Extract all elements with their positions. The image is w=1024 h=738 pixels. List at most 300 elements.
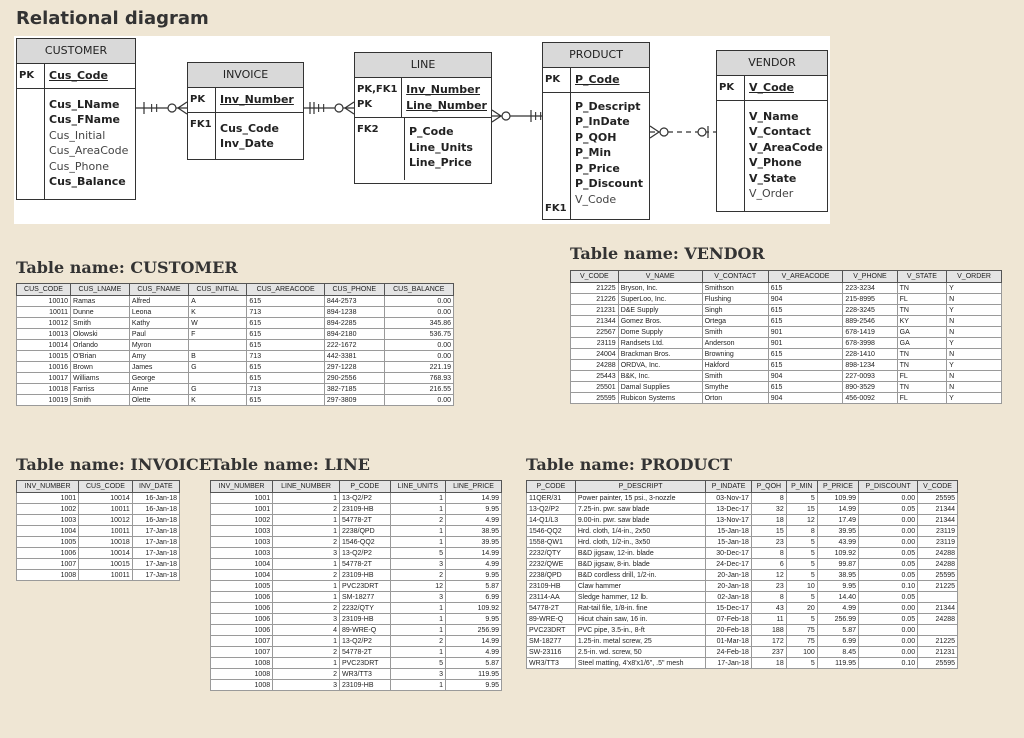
table-cell: WR3/TT3 (339, 669, 390, 680)
table-row (527, 548, 958, 559)
table-cell: 0.00 (384, 307, 453, 318)
table-cell: 9.95 (817, 581, 858, 592)
table-cell: 10014 (79, 493, 133, 504)
table-cell: 24288 (918, 559, 958, 570)
key-label: PK,FK1 (357, 84, 398, 95)
table-row (211, 548, 502, 559)
table-cell: 15-Jan-18 (706, 537, 752, 548)
column-header: INV_DATE (132, 481, 179, 493)
table-cell: 23109-HB (339, 504, 390, 515)
table-row (17, 537, 180, 548)
attribute: Cus_Phone (49, 159, 109, 173)
table-cell: 0.05 (859, 548, 918, 559)
column-header: CUS_BALANCE (384, 284, 453, 296)
table-cell: Hrd. cloth, 1/4-in., 2x50 (575, 526, 705, 537)
table-cell: 1 (390, 625, 445, 636)
column-header: V_STATE (897, 271, 947, 283)
table-cell: WR3/TT3 (527, 658, 576, 669)
table-cell: 1002 (211, 515, 273, 526)
table-cell: 0.00 (859, 647, 918, 658)
table-cell: N (947, 316, 1002, 327)
table-cell: ORDVA, Inc. (618, 360, 702, 371)
table-cell: Smithson (702, 283, 768, 294)
entity-name: PRODUCT (543, 43, 649, 68)
table-cell: 20-Feb-18 (706, 625, 752, 636)
attribute: Line_Number (406, 98, 487, 112)
table-row (17, 373, 454, 384)
table-row (527, 493, 958, 504)
table-cell: 32 (751, 504, 786, 515)
table-cell: 03-Nov-17 (706, 493, 752, 504)
table-cell: 1546-QQ2 (339, 537, 390, 548)
table-row (17, 515, 180, 526)
table-row (527, 515, 958, 526)
table-cell: 1546-QQ2 (527, 526, 576, 537)
column-header: INV_NUMBER (211, 481, 273, 493)
table-row (527, 658, 958, 669)
table-cell: 10011 (79, 570, 133, 581)
entity-line (354, 52, 492, 184)
table-cell: 10011 (79, 504, 133, 515)
table-cell: 5 (786, 537, 817, 548)
table-cell: 2 (390, 570, 445, 581)
table-row (211, 504, 502, 515)
table-cell: Y (947, 393, 1002, 404)
table-cell: 5 (786, 592, 817, 603)
table-cell: 5.87 (446, 658, 502, 669)
entity-name: INVOICE (188, 63, 303, 88)
table-cell: 1 (273, 658, 340, 669)
table-row (571, 393, 1002, 404)
table-cell: 8 (751, 592, 786, 603)
table-cell: 1 (390, 647, 445, 658)
table-cell: Y (947, 305, 1002, 316)
table-cell: 9.95 (446, 614, 502, 625)
table-cell: 1008 (211, 680, 273, 691)
table-cell: 0.00 (859, 625, 918, 636)
table-cell: 24-Feb-18 (706, 647, 752, 658)
table-row (211, 669, 502, 680)
table-cell: 1 (273, 636, 340, 647)
table-row (17, 318, 454, 329)
table-cell: 2 (390, 636, 445, 647)
table-cell: 5 (786, 570, 817, 581)
table-cell: 13-Q2/P2 (339, 548, 390, 559)
table-cell: 894-2285 (324, 318, 384, 329)
attribute: V_Code (749, 81, 794, 94)
table-cell: 17-Jan-18 (132, 570, 179, 581)
table-cell: Ramas (71, 296, 130, 307)
table-cell: Orlando (71, 340, 130, 351)
customer-table-title: Table name: CUSTOMER (16, 258, 238, 277)
header-row (527, 481, 958, 493)
table-cell: 678-1419 (843, 327, 897, 338)
column-header: P_CODE (527, 481, 576, 493)
attribute: P_Discount (575, 177, 644, 190)
attribute: Cus_Balance (49, 175, 126, 188)
table-cell: 1006 (211, 603, 273, 614)
table-cell: 10016 (17, 362, 71, 373)
table-cell: 2 (273, 669, 340, 680)
table-cell: Randsets Ltd. (618, 338, 702, 349)
table-cell: 1004 (211, 559, 273, 570)
table-cell: 889-2546 (843, 316, 897, 327)
table-cell (189, 340, 247, 351)
table-cell: 1 (273, 515, 340, 526)
table-row (17, 296, 454, 307)
table-cell: 1 (273, 559, 340, 570)
table-row (211, 647, 502, 658)
table-cell: 615 (247, 373, 324, 384)
table-cell: 11QER/31 (527, 493, 576, 504)
table-row (211, 680, 502, 691)
table-cell: Y (947, 338, 1002, 349)
table-cell: 0.00 (384, 296, 453, 307)
table-cell: 20 (786, 603, 817, 614)
table-cell: 10012 (79, 515, 133, 526)
table-cell: TN (897, 305, 947, 316)
table-cell: 0.00 (859, 493, 918, 504)
table-row (527, 636, 958, 647)
header-row (17, 284, 454, 296)
table-cell: 894-2180 (324, 329, 384, 340)
table-cell: 1 (273, 493, 340, 504)
table-cell: 1006 (17, 548, 79, 559)
table-cell: 17-Jan-18 (132, 559, 179, 570)
table-cell: PVC23DRT (339, 581, 390, 592)
table-cell: 38.95 (817, 570, 858, 581)
table-cell: Smythe (702, 382, 768, 393)
table-cell: TN (897, 349, 947, 360)
table-cell: 1001 (17, 493, 79, 504)
table-cell: 24288 (571, 360, 619, 371)
table-cell: 5 (786, 614, 817, 625)
table-row (17, 384, 454, 395)
table-cell (189, 373, 247, 384)
column-header: V_ORDER (947, 271, 1002, 283)
table-cell: 4.99 (446, 647, 502, 658)
table-row (211, 581, 502, 592)
line-table (210, 480, 502, 691)
table-row (17, 340, 454, 351)
table-cell: SW-23116 (527, 647, 576, 658)
table-cell: 8 (751, 548, 786, 559)
attribute: V_AreaCode (749, 140, 823, 154)
table-row (211, 526, 502, 537)
table-cell: 14.99 (446, 548, 502, 559)
table-cell: GA (897, 338, 947, 349)
table-cell: 23109-HB (527, 581, 576, 592)
table-cell: 10019 (17, 395, 71, 406)
table-cell: 2232/QTY (527, 548, 576, 559)
table-cell: 1 (390, 504, 445, 515)
table-cell: 25595 (918, 570, 958, 581)
svg-text:H: H (150, 102, 159, 115)
table-cell: 297-1228 (324, 362, 384, 373)
attribute: Inv_Number (406, 83, 481, 96)
table-cell: 38.95 (446, 526, 502, 537)
table-row (571, 316, 1002, 327)
table-row (571, 327, 1002, 338)
table-cell: 0.00 (859, 636, 918, 647)
table-cell: 9.95 (446, 570, 502, 581)
table-cell: 75 (786, 636, 817, 647)
column-header: CUS_FNAME (129, 284, 188, 296)
table-row (527, 647, 958, 658)
table-cell: 9.95 (446, 680, 502, 691)
table-row (527, 526, 958, 537)
attribute: P_Descript (575, 99, 641, 113)
column-header: CUS_INITIAL (189, 284, 247, 296)
table-cell: Anderson (702, 338, 768, 349)
column-header: P_DESCRIPT (575, 481, 705, 493)
table-cell: K (189, 307, 247, 318)
table-cell: 3 (273, 548, 340, 559)
table-cell: GA (897, 327, 947, 338)
table-cell: 222-1672 (324, 340, 384, 351)
table-cell: 2238/QPD (339, 526, 390, 537)
table-cell: 2232/QWE (527, 559, 576, 570)
table-cell: 25443 (571, 371, 619, 382)
table-cell: 4 (273, 625, 340, 636)
relational-diagram (14, 36, 830, 224)
table-row (211, 614, 502, 625)
table-cell: 1 (390, 493, 445, 504)
table-cell: 6.99 (446, 592, 502, 603)
table-cell: 0.05 (859, 592, 918, 603)
table-cell: B (189, 351, 247, 362)
table-cell: 3 (390, 669, 445, 680)
key-label: FK1 (545, 202, 567, 214)
table-cell: 172 (751, 636, 786, 647)
table-cell: Power painter, 15 psi., 3-nozzle (575, 493, 705, 504)
table-cell: FL (897, 393, 947, 404)
column-header: CUS_LNAME (71, 284, 130, 296)
attribute: V_Code (575, 192, 617, 206)
table-cell: 228-3245 (843, 305, 897, 316)
table-row (211, 658, 502, 669)
table-cell: James (129, 362, 188, 373)
table-cell: Farriss (71, 384, 130, 395)
attribute: Cus_AreaCode (49, 144, 129, 157)
table-cell: 904 (768, 294, 843, 305)
table-cell: 3 (390, 559, 445, 570)
table-cell: 5 (786, 559, 817, 570)
table-cell: 227-0093 (843, 371, 897, 382)
table-cell: 256.99 (446, 625, 502, 636)
table-cell: F (189, 329, 247, 340)
table-cell: N (947, 349, 1002, 360)
table-row (571, 360, 1002, 371)
table-cell: Ortega (702, 316, 768, 327)
table-cell: 10017 (17, 373, 71, 384)
column-header: P_MIN (786, 481, 817, 493)
vendor-table (570, 270, 1002, 404)
table-cell: Kathy (129, 318, 188, 329)
table-cell: 21231 (571, 305, 619, 316)
table-row (211, 493, 502, 504)
table-cell: Olette (129, 395, 188, 406)
table-cell: 1007 (211, 647, 273, 658)
attribute: V_State (749, 171, 797, 185)
table-cell: 10011 (17, 307, 71, 318)
column-header: V_CODE (571, 271, 619, 283)
table-cell: Y (947, 360, 1002, 371)
entity-customer (16, 38, 136, 200)
table-cell: TN (897, 360, 947, 371)
table-cell: 2 (273, 570, 340, 581)
attribute: P_QOH (575, 130, 617, 144)
table-cell: Brown (71, 362, 130, 373)
table-cell: 15 (786, 504, 817, 515)
table-cell: 345.86 (384, 318, 453, 329)
table-cell: 21225 (918, 581, 958, 592)
table-cell: 10011 (79, 526, 133, 537)
table-row (527, 570, 958, 581)
table-cell: 18 (751, 658, 786, 669)
table-cell: N (947, 294, 1002, 305)
table-cell: 14-Q1/L3 (527, 515, 576, 526)
table-cell: N (947, 371, 1002, 382)
table-cell: 43.99 (817, 537, 858, 548)
table-cell: 615 (247, 329, 324, 340)
table-cell: Gomez Bros. (618, 316, 702, 327)
page-title: Relational diagram (16, 8, 209, 29)
table-cell: 1 (390, 537, 445, 548)
table-cell: 1006 (211, 614, 273, 625)
svg-text:H: H (317, 102, 326, 115)
table-cell: 904 (768, 371, 843, 382)
attribute: Inv_Date (220, 137, 274, 150)
column-header: P_PRICE (817, 481, 858, 493)
table-cell: 20-Jan-18 (706, 570, 752, 581)
table-row (17, 493, 180, 504)
table-cell: 10018 (79, 537, 133, 548)
attribute: P_Price (575, 161, 620, 175)
table-cell: 713 (247, 307, 324, 318)
table-cell: Brackman Bros. (618, 349, 702, 360)
table-cell: Orton (702, 393, 768, 404)
table-cell: 10015 (17, 351, 71, 362)
table-cell: 1007 (211, 636, 273, 647)
table-cell: 13-Dec-17 (706, 504, 752, 515)
table-cell: 13-Q2/P2 (339, 493, 390, 504)
table-cell: W (189, 318, 247, 329)
table-row (571, 382, 1002, 393)
table-row (17, 570, 180, 581)
table-cell: 0.00 (859, 515, 918, 526)
table-cell: 0.05 (859, 504, 918, 515)
table-cell: 17-Jan-18 (132, 526, 179, 537)
table-cell: TN (897, 283, 947, 294)
table-cell: 1 (390, 680, 445, 691)
table-cell: 1 (273, 526, 340, 537)
attribute: V_Name (749, 109, 799, 123)
table-cell: Flushing (702, 294, 768, 305)
table-cell: 1008 (17, 570, 79, 581)
table-cell: 21344 (918, 504, 958, 515)
table-cell: G (189, 384, 247, 395)
table-cell: 1003 (211, 548, 273, 559)
table-cell: 14.99 (817, 504, 858, 515)
table-cell: 10014 (79, 548, 133, 559)
table-cell: B&D jigsaw, 12-in. blade (575, 548, 705, 559)
table-cell: Sledge hammer, 12 lb. (575, 592, 705, 603)
table-cell: 13-Q2/P2 (527, 504, 576, 515)
table-cell: 24-Dec-17 (706, 559, 752, 570)
table-cell: 109.92 (446, 603, 502, 614)
table-cell: 21344 (918, 603, 958, 614)
table-cell: 5 (390, 548, 445, 559)
table-cell: 615 (768, 283, 843, 294)
table-cell: PVC23DRT (339, 658, 390, 669)
table-cell: 43 (751, 603, 786, 614)
table-cell: K (189, 395, 247, 406)
table-cell: 1003 (17, 515, 79, 526)
table-cell: 10014 (17, 340, 71, 351)
table-row (527, 625, 958, 636)
table-row (571, 338, 1002, 349)
table-cell: SuperLoo, Inc. (618, 294, 702, 305)
table-cell: 894-1238 (324, 307, 384, 318)
table-cell: 23119 (571, 338, 619, 349)
table-cell: N (947, 382, 1002, 393)
attribute: V_Order (749, 187, 794, 200)
customer-table (16, 283, 454, 406)
table-cell: 25595 (571, 393, 619, 404)
table-cell: 615 (768, 316, 843, 327)
table-cell: Y (947, 283, 1002, 294)
table-cell: 119.95 (446, 669, 502, 680)
table-cell: 3 (390, 592, 445, 603)
table-cell: 0.00 (384, 340, 453, 351)
table-cell: 109.99 (817, 493, 858, 504)
table-cell: 13-Q2/P2 (339, 636, 390, 647)
table-cell: 290-2556 (324, 373, 384, 384)
table-cell: 216.55 (384, 384, 453, 395)
table-cell: 24004 (571, 349, 619, 360)
table-cell: 0.00 (384, 351, 453, 362)
table-cell: 0.05 (859, 570, 918, 581)
table-cell: 54778-2T (339, 647, 390, 658)
table-cell: 1006 (211, 625, 273, 636)
table-cell: 615 (768, 349, 843, 360)
table-cell: 1 (273, 581, 340, 592)
table-cell: KY (897, 316, 947, 327)
column-header: P_INDATE (706, 481, 752, 493)
table-cell: 1001 (211, 504, 273, 515)
entity-name: CUSTOMER (17, 39, 135, 64)
table-cell: 9.95 (446, 504, 502, 515)
table-cell: 0.00 (859, 603, 918, 614)
table-cell: 22567 (571, 327, 619, 338)
table-cell: 615 (247, 395, 324, 406)
table-row (17, 559, 180, 570)
table-row (17, 351, 454, 362)
table-cell: 30-Dec-17 (706, 548, 752, 559)
table-cell: 23114-AA (527, 592, 576, 603)
table-cell: 16-Jan-18 (132, 504, 179, 515)
table-cell: 23 (751, 537, 786, 548)
table-cell: 39.95 (446, 537, 502, 548)
table-row (211, 603, 502, 614)
table-row (211, 625, 502, 636)
table-cell: 5 (390, 658, 445, 669)
table-cell: Williams (71, 373, 130, 384)
vendor-table-title: Table name: VENDOR (570, 244, 765, 263)
table-cell: 15-Dec-17 (706, 603, 752, 614)
table-cell: 39.95 (817, 526, 858, 537)
